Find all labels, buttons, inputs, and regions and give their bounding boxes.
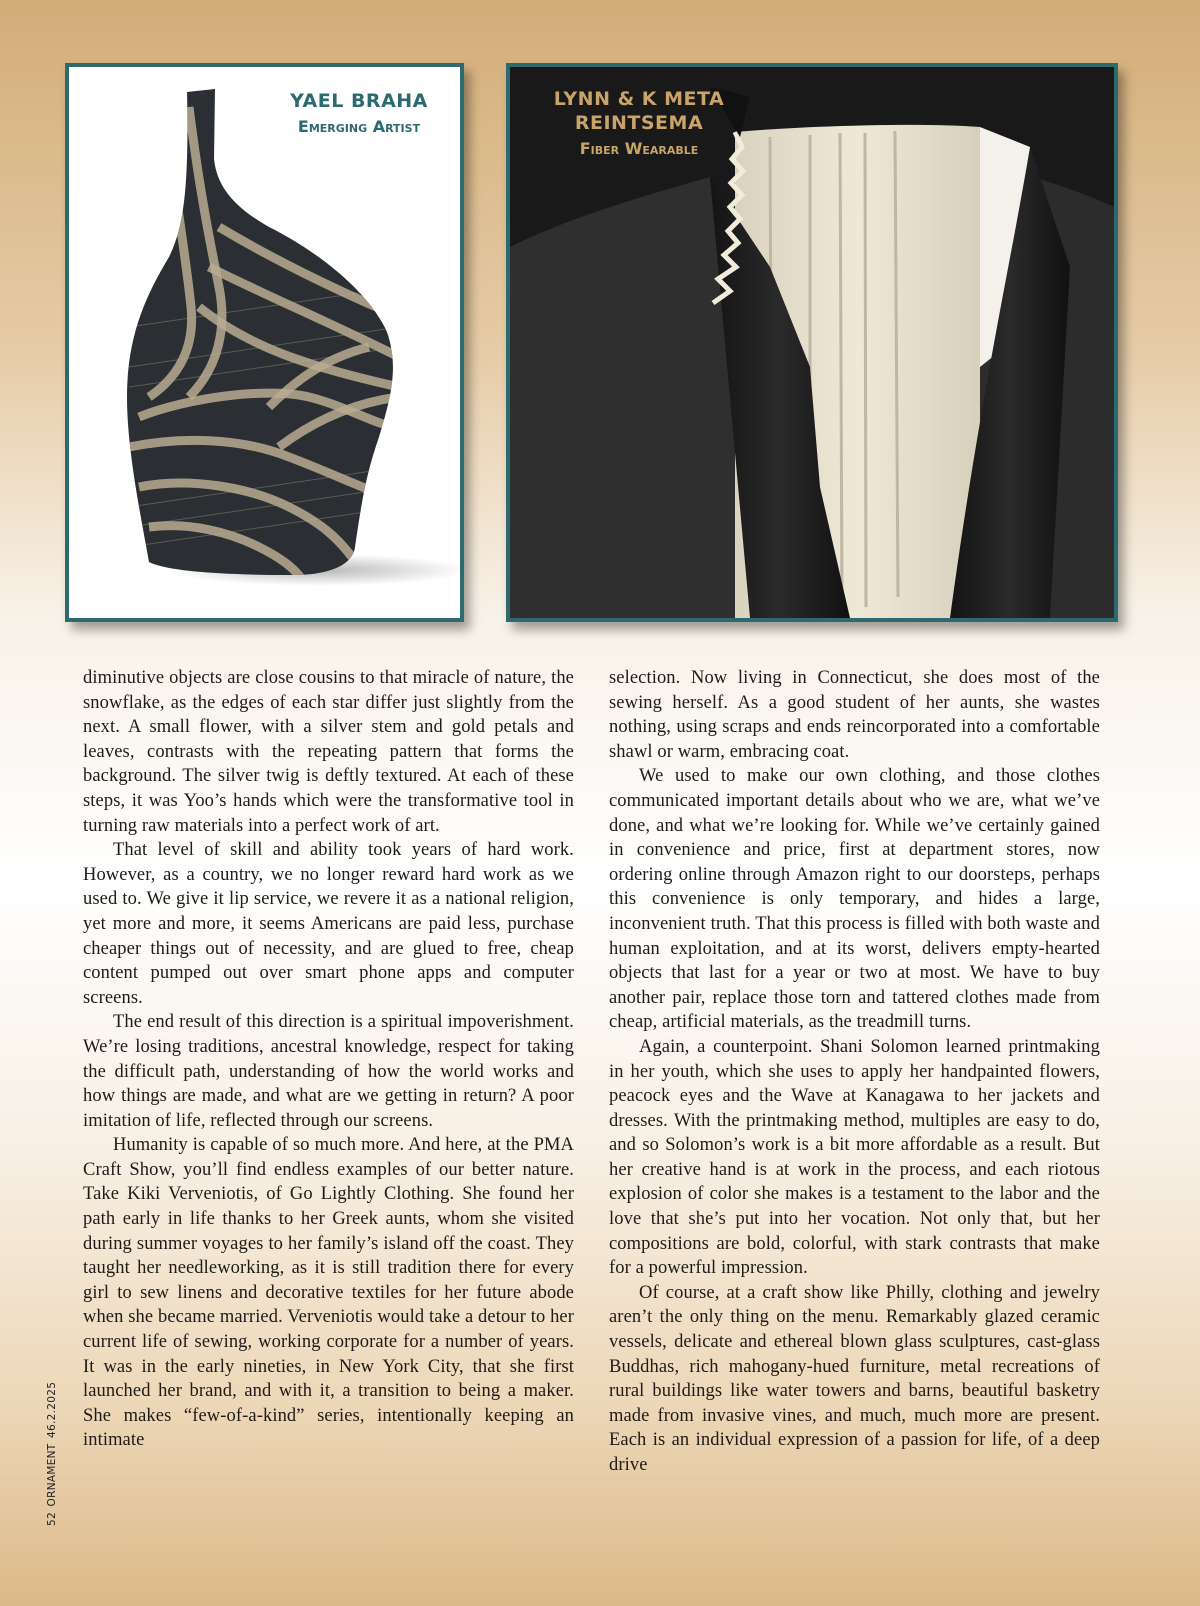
caption-left xyxy=(259,89,459,141)
article-column-right xyxy=(609,666,1100,1478)
photo-fiber-wearable xyxy=(506,63,1118,622)
magazine-name: ORNAMENT xyxy=(46,1443,58,1507)
paragraph: The end result of this direction is a spiritual impoverishment. We’re losing traditions, ancestral knowledge, respect for taking the difficult path, understanding of how the world works and how things are made, and what are we getting in return? A poor imitation of life, reflected through our screens. xyxy=(83,1012,574,1131)
paragraph: We used to make our own clothing, and those clothes communicated important details about who we are, what we’ve done, and what we’re looking for. While we’ve certainly gained in convenience and price, first at department stores, now ordering online through Amazon right to our doorsteps, perhaps this convenience is only temporary, and hides a large, inconvenient truth. That this process is filled with both waste and human exploitation, and at its worst, delivers empty-hearted objects that last for a year or two at most. We have to buy another pair, replace those torn and tattered clothes made from cheap, artificial materials, as the treadmill turns. xyxy=(609,766,1100,1033)
paragraph: Again, a counterpoint. Shani Solomon learned printmaking in her youth, which she uses to apply her handpainted flowers, peacock eyes and the Wave at Kanagawa to her jackets and dresses. With the printmaking method, multiples are easy to do, and so Solomon’s work is a bit more affordable as a result. But her creative hand is at work in the process, and each riotous explosion of color she makes is a testament to the labor and the love that she’s put into her vocation. Not only that, but her compositions are bold, colorful, with stark contrasts that make for a powerful impression. xyxy=(609,1036,1100,1279)
caption-right xyxy=(524,87,754,163)
paragraph: selection. Now living in Connecticut, she does most of the sewing herself. As a good student of her aunts, she wastes nothing, using scraps and ends reincorporated into a comfortable shawl or warm, embracing coat. xyxy=(609,668,1100,762)
paragraph: Humanity is capable of so much more. And here, at the PMA Craft Show, you’ll find endless examples of our better nature. Take Kiki Verveniotis, of Go Lightly Clothing. She found her path early in life thanks to her Greek aunts, whom she visited during summer voyages to her family’s island off the coast. They taught her needleworking, as it is still tradition there for every girl to sew linens and decorative textiles for her future abode when she became married. Verveniotis would take a detour to her current life of sewing, working corporate for a number of years. It was in the early nineties, in New York City, that she first launched her brand, and with it, a transition to being a maker. She makes “few-of-a-kind” series, intentionally keeping an intimate xyxy=(83,1135,574,1451)
page-folio xyxy=(46,1382,58,1526)
article-column-left xyxy=(83,666,574,1453)
paragraph: Of course, at a craft show like Philly, clothing and jewelry aren’t the only thing on the menu. Remarkably glazed ceramic vessels, delicate and ethereal blown glass sculptures, cast-glass Buddhas, rich mahogany-hued furniture, metal recreations of rural buildings like water towers and barns, beautiful basketry made from invasive vines, and much, much more are present. Each is an individual expression of a passion for life, of a deep drive xyxy=(609,1282,1100,1475)
artist-name: YAEL BRAHA xyxy=(290,90,428,112)
artist-category: Fiber Wearable xyxy=(579,139,699,158)
issue-number: 46.2.2025 xyxy=(46,1381,58,1438)
photo-vessel xyxy=(65,63,464,622)
paragraph: diminutive objects are close cousins to that miracle of nature, the snowflake, as the edges of each star differ just slightly from the next. A small flower, with a silver stem and gold petals and leaves, contrasts with the repeating pattern that forms the background. The silver twig is deftly textured. At each of these steps, it was Yoo’s hands which were the transformative tool in turning raw materials into a perfect work of art. xyxy=(83,668,574,836)
artist-name-line2: REINTSEMA xyxy=(574,112,704,134)
page-number: 52 xyxy=(46,1512,58,1526)
artist-category: Emerging Artist xyxy=(297,117,421,136)
vessel-illustration xyxy=(69,67,460,618)
artist-name-line1: LYNN & K META xyxy=(553,88,725,110)
paragraph: That level of skill and ability took years of hard work. However, as a country, we no longer reward hard work as we used to. We give it lip service, we revere it as a national religion, yet more and more, it seems Americans are paid less, purchase cheaper things out of necessity, and are glued to free, cheap content pumped out over smart phone apps and computer screens. xyxy=(83,840,574,1008)
